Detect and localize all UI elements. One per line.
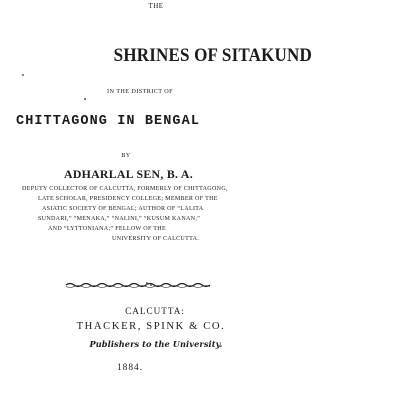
publication-year: 1884. — [116, 363, 144, 373]
book-title: SHRINES OF SITAKUND — [113, 46, 312, 66]
by-line: BY — [121, 153, 131, 159]
publisher-note: Publishers to the University. — [89, 339, 223, 349]
author-credential-line: DEPUTY COLLECTOR OF CALCUTTA, FORMERLY OF CHITTAGONG, — [22, 185, 228, 192]
ink-speck — [150, 284, 152, 286]
ink-speck — [84, 98, 86, 100]
decorative-rule — [64, 280, 214, 290]
title-article: THE — [148, 2, 164, 10]
author-credential-line: AND “LYTTONIANA;” FELLOW OF THE — [48, 225, 166, 232]
author-credential-line: LATE SCHOLAR, PRESIDENCY COLLEGE; MEMBER OF THE — [38, 195, 218, 202]
author-name: ADHARLAL SEN, B. A. — [64, 167, 193, 181]
publication-city: CALCUTTA: — [125, 306, 185, 316]
author-credential-line: UNIVERSITY OF CALCUTTA. — [112, 235, 200, 242]
author-credential-line: ASIATIC SOCIETY OF BENGAL; AUTHOR OF “LALITA — [42, 205, 204, 212]
place-name: CHITTAGONG IN BENGAL — [16, 114, 201, 129]
ink-speck — [22, 74, 24, 76]
ink-speck — [146, 282, 148, 285]
author-credential-line: SUNDARI,” “MENAKA,” “NALINI,” “KUSUM KANAN,” — [38, 215, 201, 222]
publisher-name: THACKER, SPINK & CO. — [76, 321, 226, 332]
district-line: IN THE DISTRICT OF — [107, 88, 173, 95]
